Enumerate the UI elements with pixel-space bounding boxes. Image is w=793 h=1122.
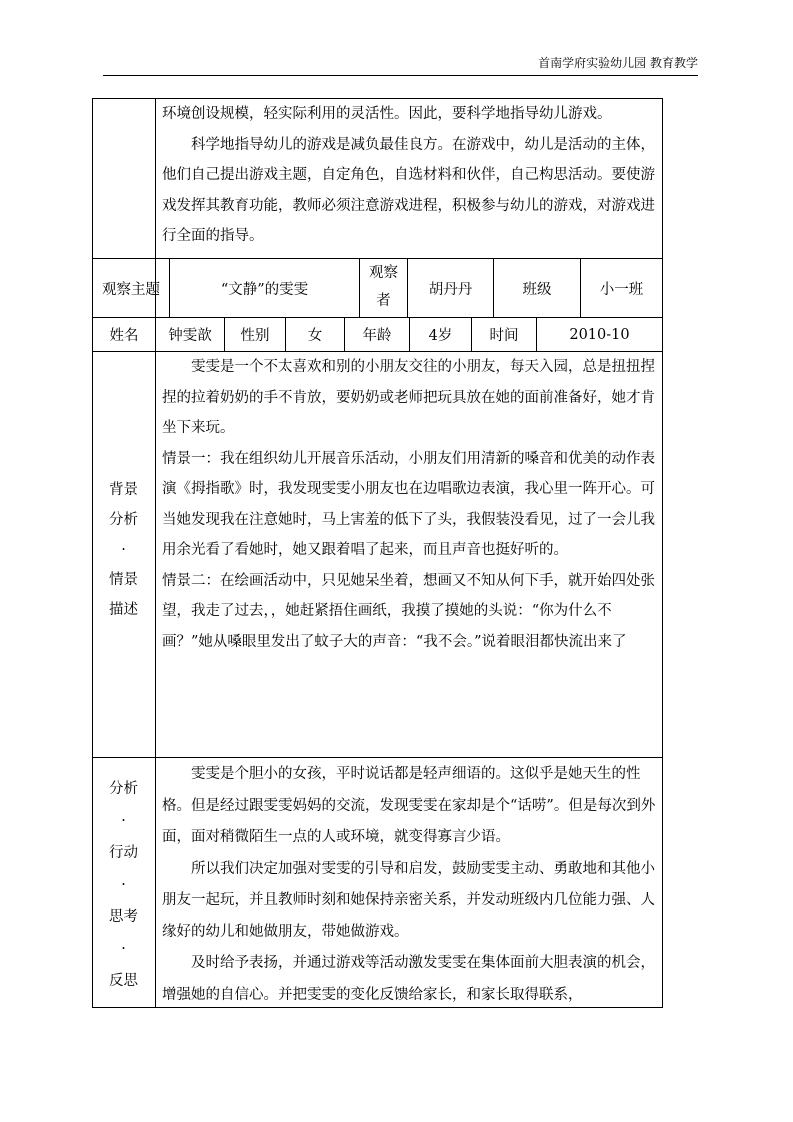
- scene-two-paragraph: 情景二：在绘画活动中，只见她呆坐着，想画又不知从何下手，就开始四处张望，我走了过去，，她赶紧捂住画纸，我摸了摸她的头说：“你为什么不画？”她从嗓眼里发出了蚊子大的声音：“我不会。”说着眼泪都快流出来了: [162, 572, 655, 650]
- gender-value: 女: [307, 328, 323, 344]
- time-label: 时间: [489, 328, 519, 344]
- name-value: 钟雯歆: [168, 328, 212, 344]
- observer-value: 胡丹丹: [428, 281, 473, 298]
- top-cell-paragraph-2: 科学地指导幼儿的游戏是减负最佳良方。在游戏中，幼儿是活动的主体，他们自己提出游戏主题，自定角色，自选材料和伙伴，自己构思活动。要使游戏发挥其教育功能，教师必须注意游戏进程，积极参与幼儿的游戏，对游戏进行全面的指导。: [162, 136, 655, 244]
- label-dot-1: ·: [121, 813, 126, 829]
- top-cell-text: [162, 99, 659, 252]
- label-dot: ·: [121, 542, 126, 558]
- class-value: 小一班: [599, 281, 644, 298]
- top-cell-line-1: 环境创设规模，轻实际利用的灵活性。因此，要科学地指导幼儿游戏。: [162, 106, 612, 122]
- analysis-section-text: [162, 759, 659, 1011]
- observer-label-line-2: 者: [376, 293, 391, 309]
- age-value: 4岁: [428, 328, 453, 344]
- label-analysis: 分析: [109, 512, 138, 528]
- topic-label: 观察主题: [102, 281, 160, 298]
- label-reflection: 反思: [109, 973, 138, 989]
- gender-label: 性别: [240, 328, 270, 344]
- time-value: 2010-10: [569, 326, 630, 343]
- label-background: 背景: [109, 482, 138, 498]
- class-label: 班级: [522, 281, 552, 298]
- topic-value: “文静”的雯雯: [220, 281, 309, 298]
- scene-one-paragraph: 情景一：我在组织幼儿开展音乐活动，小朋友们用清新的嗓音和优美的动作表演《拇指歌》时，我发现雯雯小朋友也在边唱歌边表演，我心里一阵开心。可当她发现我在注意她时，马上害羞的低下了头，我假装没看见，过了一会儿我用余光看了看她时，她又跟着唱了起来，而且声音也挺好听的。: [162, 450, 655, 558]
- age-label: 年龄: [362, 328, 392, 344]
- background-paragraph-1: 雯雯是一个不太喜欢和别的小朋友交往的小朋友，每天入园，总是扭扭捏捏的拉着奶奶的手不肯放，要奶奶或老师把玩具放在她的面前准备好，她才肯坐下来玩。: [162, 359, 655, 436]
- background-section-text: [162, 352, 659, 657]
- analysis-paragraph-1: 雯雯是个胆小的女孩，平时说话都是轻声细语的。这似乎是她天生的性格。但是经过跟雯雯妈妈的交流，发现雯雯在家却是个“话唠”。但是每次到外面，面对稍微陌生一点的人或环境，就变得寡言少语。: [162, 766, 656, 845]
- observer-label: [360, 259, 407, 317]
- analysis-paragraph-3: 及时给予表扬，并通过游戏等活动激发雯雯在集体面前大胆表演的机会，增强她的自信心。并把雯雯的变化反馈给家长，和家长取得联系，: [162, 955, 655, 1003]
- name-label: 姓名: [109, 328, 139, 344]
- analysis-paragraph-2: 所以我们决定加强对雯雯的引导和启发，鼓励雯雯主动、勇敢地和其他小朋友一起玩，并且教师时刻和她保持亲密关系，并发动班级内几位能力强、人缘好的幼儿和她做朋友，带她做游戏。: [162, 860, 655, 940]
- observer-label-line-1: 观察: [369, 265, 398, 281]
- page-header: 首南学府实验幼儿园 教育教学: [103, 56, 698, 76]
- label-thinking: 思考: [109, 909, 138, 925]
- analysis-section-label: [92, 773, 155, 997]
- label-scene: 情景: [109, 572, 138, 588]
- label-dot-2: ·: [121, 877, 126, 893]
- background-section-label: [92, 475, 155, 625]
- label-action: 行动: [109, 845, 138, 861]
- label-dot-3: ·: [121, 941, 126, 957]
- label-analysis-2: 分析: [109, 781, 138, 797]
- label-description: 描述: [109, 602, 138, 618]
